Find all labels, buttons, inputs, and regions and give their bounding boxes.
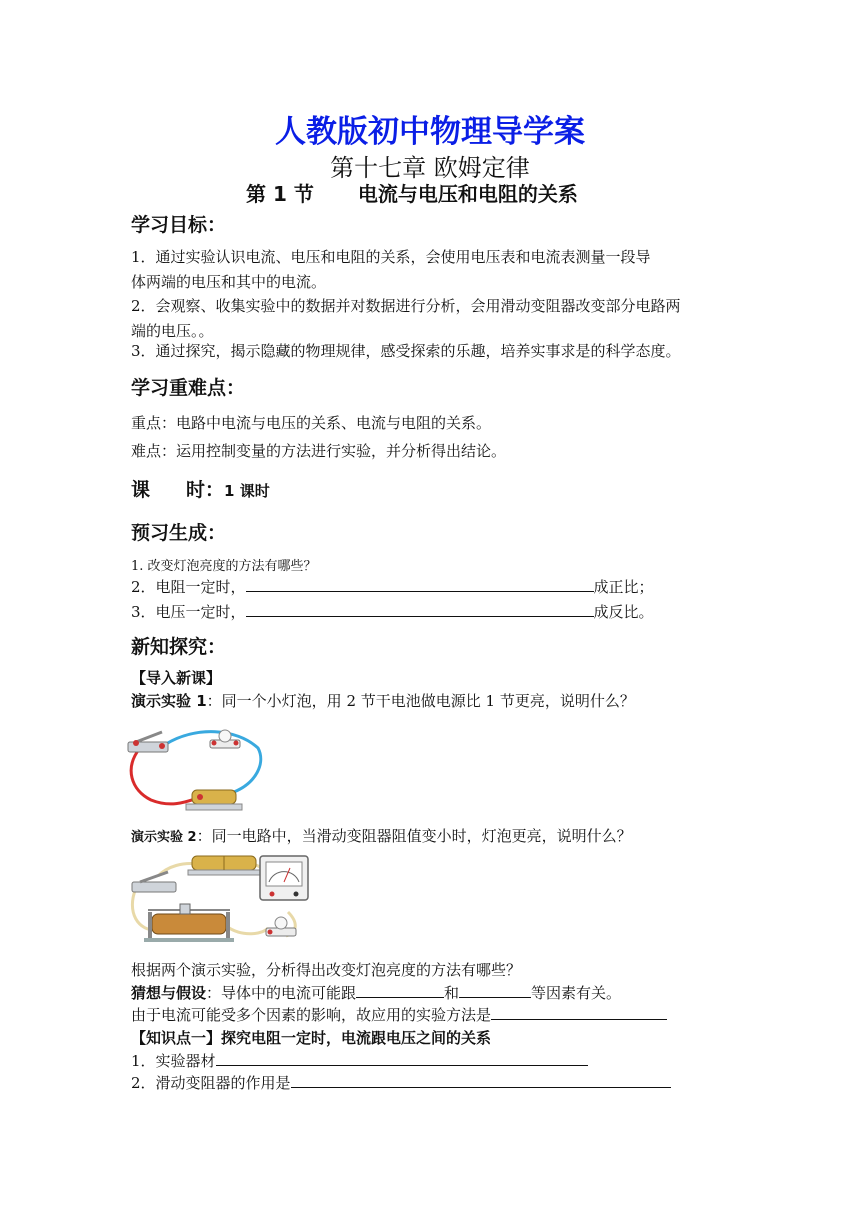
preview-question-2 — [131, 576, 654, 597]
difficult-point: 难点：运用控制变量的方法进行实验，并分析得出结论。 — [131, 442, 507, 460]
kp1-item-2-text: 2．滑动变阻器的作用是 — [131, 1074, 291, 1092]
circuit-1-image — [126, 728, 266, 818]
demo-2-line — [131, 825, 632, 846]
answer-blank[interactable] — [356, 983, 444, 998]
goal-1-line-1: 1．通过实验认识电流、电压和电阻的关系，会使用电压表和电流表测量一段导 — [131, 248, 651, 266]
preview-question-3 — [131, 601, 654, 622]
kp1-item-1-text: 1．实验器材 — [131, 1052, 216, 1070]
goals-heading: 学习目标： — [131, 214, 227, 236]
answer-blank[interactable] — [459, 983, 531, 998]
goal-2-line-2: 端的电压。。 — [131, 322, 214, 340]
demo-1-label: 演示实验 1 — [131, 692, 207, 710]
circuit-2-image — [128, 852, 314, 944]
answer-blank[interactable] — [491, 1005, 667, 1020]
key-point: 重点：电路中电流与电压的关系、电流与电阻的关系。 — [131, 414, 492, 432]
guess-text-b: 等因素有关。 — [531, 984, 622, 1002]
demo-summary: 根据两个演示实验，分析得出改变灯泡亮度的方法有哪些？ — [131, 961, 522, 979]
answer-blank[interactable] — [291, 1073, 671, 1088]
preview-question-1: 1. 改变灯泡亮度的方法有哪些？ — [131, 559, 317, 574]
demo-1-text: ：同一个小灯泡，用 2 节干电池做电源比 1 节更亮，说明什么？ — [206, 692, 635, 710]
method-text: 由于电流可能受多个因素的影响，故应用的实验方法是 — [131, 1006, 492, 1024]
demo-2-label: 演示实验 2 — [131, 830, 197, 845]
intro-label: 【导入新课】 — [131, 669, 222, 687]
method-line — [131, 1004, 667, 1025]
goal-2-line-1: 2．会观察、收集实验中的数据并对数据进行分析，会用滑动变阻器改变部分电路两 — [131, 297, 681, 315]
key-points-heading: 学习重难点： — [131, 377, 246, 399]
demo-2-text: ：同一电路中，当滑动变阻器阻值变小时，灯泡更亮，说明什么？ — [196, 827, 632, 845]
chapter-title: 第十七章 欧姆定律 — [330, 154, 530, 182]
period-label-b: 时： — [186, 479, 225, 501]
section-name: 电流与电压和电阻的关系 — [357, 182, 578, 206]
preview-q2-suffix: 成正比； — [593, 578, 654, 596]
guess-line — [131, 982, 621, 1003]
goal-3: 3．通过探究，揭示隐藏的物理规律，感受探索的乐趣，培养实事求是的科学态度。 — [131, 342, 681, 360]
kp1-item-1 — [131, 1050, 588, 1071]
goal-1-line-2: 体两端的电压和其中的电流。 — [131, 273, 327, 291]
knowledge-point-1: 【知识点一】探究电阻一定时，电流跟电压之间的关系 — [131, 1029, 492, 1047]
page-title: 人教版初中物理导学案 — [275, 114, 585, 150]
period-value: 1 课时 — [224, 482, 270, 500]
explore-heading: 新知探究： — [131, 636, 227, 658]
demo-1-line — [131, 690, 635, 711]
answer-blank[interactable] — [246, 577, 594, 592]
section-title — [246, 178, 578, 207]
period-line — [131, 475, 270, 502]
preview-heading: 预习生成： — [131, 522, 227, 544]
answer-blank[interactable] — [246, 602, 594, 617]
preview-q3-prefix: 3．电压一定时， — [131, 603, 246, 621]
preview-q2-prefix: 2．电阻一定时， — [131, 578, 246, 596]
section-number: 第 1 节 — [246, 182, 314, 206]
period-label-a: 课 — [131, 479, 151, 501]
preview-q3-suffix: 成反比。 — [593, 603, 654, 621]
guess-and: 和 — [444, 984, 460, 1002]
guess-text-a: ：导体中的电流可能跟 — [206, 984, 357, 1002]
kp1-item-2 — [131, 1072, 671, 1093]
answer-blank[interactable] — [216, 1051, 588, 1066]
guess-label: 猜想与假设 — [131, 984, 207, 1002]
